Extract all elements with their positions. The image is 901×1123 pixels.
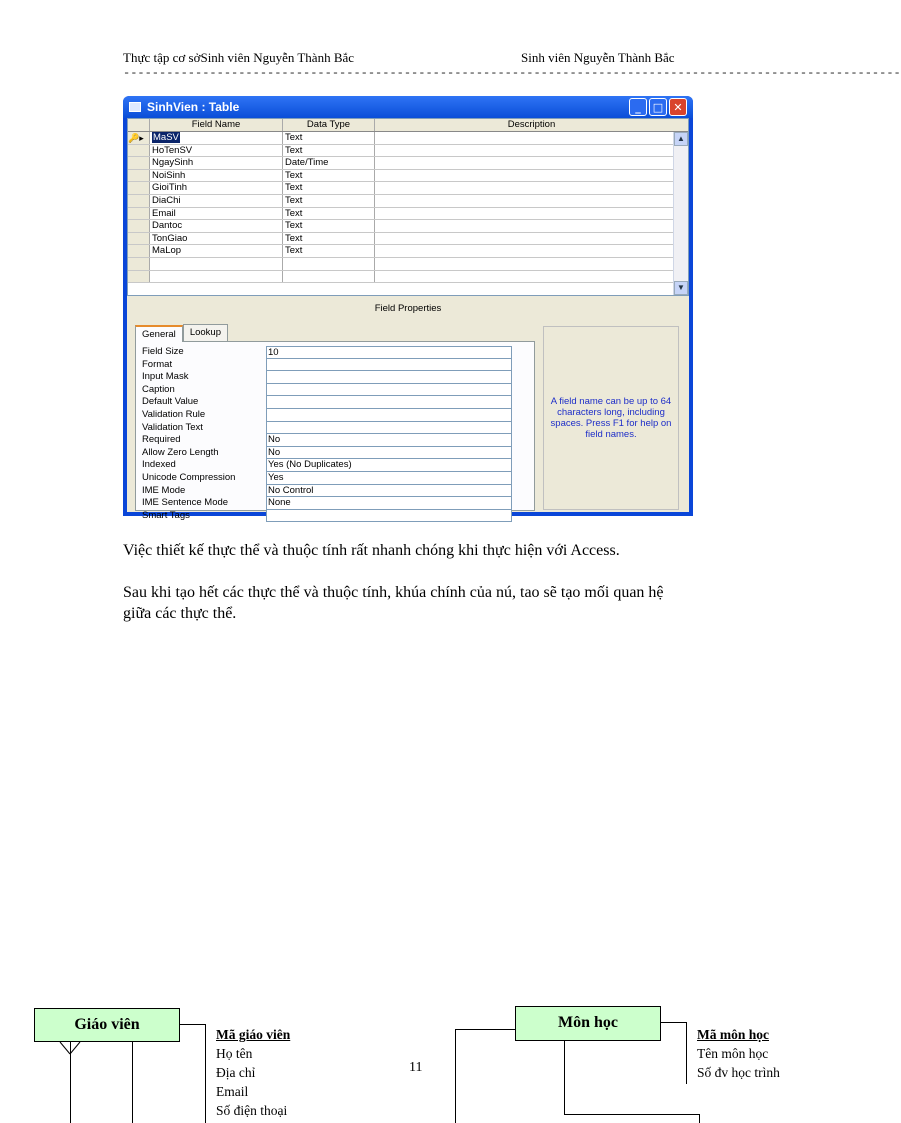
property-name: Required [142,434,181,446]
property-row [142,422,528,435]
data-type-cell[interactable]: Text [283,233,375,245]
field-row[interactable] [128,220,688,233]
field-name-cell[interactable] [150,170,283,182]
field-row[interactable] [128,195,688,208]
field-name-text: Dantoc [152,220,183,232]
row-selector[interactable] [128,145,150,157]
subject-attr-connector [661,1022,687,1023]
properties-list [135,341,535,521]
property-value[interactable]: Yes (No Duplicates) [266,459,512,472]
data-type-cell[interactable]: Text [283,220,375,232]
header-rule: ------------------------------------------------------------------------------------------------------------ [123,66,901,80]
field-row[interactable] [128,132,688,145]
description-cell[interactable] [375,233,688,245]
header-left: Thực tập cơ sởSinh viên Nguyễn Thành Bắc [123,50,355,65]
property-value[interactable] [266,384,512,397]
field-name-cell[interactable] [150,271,283,283]
property-value[interactable] [266,422,512,435]
field-name-cell[interactable] [150,145,283,157]
maximize-button[interactable]: □ [649,98,667,116]
description-cell[interactable] [375,271,688,283]
scroll-up-icon[interactable]: ▲ [674,132,688,146]
field-row[interactable] [128,182,688,195]
subject-attributes [697,1025,780,1082]
teacher-attribute: Địa chỉ [216,1065,256,1080]
grid-header [128,119,688,132]
property-name: Validation Text [142,421,203,433]
window-body [127,118,689,521]
window-title: SinhVien : Table [147,100,240,114]
row-selector[interactable] [128,182,150,194]
data-type-cell[interactable]: Text [283,195,375,207]
property-name: Smart Tags [142,509,190,521]
data-type-cell[interactable]: Text [283,245,375,257]
property-value[interactable]: No [266,447,512,460]
teacher-attribute: Số điện thoại [216,1103,288,1118]
teacher-attr-bracket [205,1024,206,1123]
teacher-relation-line-2 [132,1042,133,1123]
minimize-button[interactable]: _ [629,98,647,116]
primary-key-icon[interactable]: 🔑▸ [128,132,150,144]
data-type-cell[interactable]: Text [283,182,375,194]
field-name-text: MaLop [152,245,182,257]
close-button[interactable]: ✕ [669,98,687,116]
description-cell[interactable] [375,208,688,220]
column-header-data-type[interactable]: Data Type [283,119,375,131]
field-name-text: Email [152,207,176,219]
field-name-cell[interactable] [150,132,283,144]
field-name-cell[interactable] [150,258,283,270]
grid-scrollbar[interactable] [673,132,688,295]
paragraph-1: Việc thiết kế thực thể và thuộc tính rất nhanh chóng khi thực hiện với Access. [123,542,620,559]
description-cell[interactable] [375,220,688,232]
field-name-cell[interactable] [150,208,283,220]
property-value[interactable] [266,371,512,384]
field-name-cell[interactable] [150,157,283,169]
subject-attribute: Tên môn học [697,1046,769,1061]
design-grid [127,118,689,296]
property-row [142,409,528,422]
subject-relation-down [564,1041,565,1115]
property-value[interactable] [266,396,512,409]
property-name: Caption [142,383,175,395]
property-row [142,497,528,510]
description-cell[interactable] [375,170,688,182]
field-row[interactable] [128,208,688,221]
property-row [142,510,528,523]
property-value[interactable] [266,510,512,523]
property-row [142,384,528,397]
teacher-attribute: Họ tên [216,1046,253,1061]
field-name-cell[interactable] [150,182,283,194]
field-properties-panel [135,324,535,521]
data-type-cell[interactable]: Text [283,170,375,182]
field-name-cell[interactable] [150,245,283,257]
subject-relation-top [455,1029,515,1030]
column-header-field-name[interactable]: Field Name [150,119,283,131]
field-name-cell[interactable] [150,220,283,232]
property-value[interactable] [266,359,512,372]
scroll-down-icon[interactable]: ▼ [674,281,688,295]
field-name-text: HoTenSV [152,144,193,156]
field-name-text: GioiTinh [152,182,188,194]
property-row [142,434,528,447]
entity-subject: Môn học [515,1006,661,1041]
property-name: Format [142,358,173,370]
property-value[interactable]: No Control [266,485,512,498]
description-cell[interactable] [375,258,688,270]
field-name-text: NgaySinh [152,157,194,169]
subject-relation-end [699,1114,700,1123]
row-selector[interactable] [128,258,150,270]
row-selector[interactable] [128,220,150,232]
field-name-text: MaSV [153,132,179,143]
description-cell[interactable] [375,195,688,207]
property-row [142,396,528,409]
entity-teacher: Giáo viên [34,1008,180,1042]
description-cell[interactable] [375,245,688,257]
property-name: IME Mode [142,484,186,496]
row-selector[interactable] [128,233,150,245]
subject-relation-bottom [564,1114,700,1115]
teacher-attribute: Email [216,1084,249,1099]
subject-attribute: Số đv học trình [697,1065,780,1080]
data-type-cell[interactable] [283,271,375,283]
property-name: Default Value [142,396,199,408]
field-row[interactable] [128,233,688,246]
row-selector[interactable] [128,157,150,169]
field-row[interactable] [128,157,688,170]
description-cell[interactable] [375,182,688,194]
tab-lookup[interactable]: Lookup [183,324,228,341]
row-selector[interactable] [128,271,150,283]
data-type-cell[interactable]: Date/Time [283,157,375,169]
property-value[interactable]: 10 [266,346,512,359]
tab-general[interactable]: General [135,325,183,342]
field-properties-label: Field Properties [374,303,442,314]
property-name: IME Sentence Mode [142,497,229,509]
row-selector[interactable] [128,245,150,257]
window-titlebar[interactable] [123,96,693,118]
table-icon [129,102,141,112]
row-selector[interactable] [128,208,150,220]
property-value[interactable]: Yes [266,472,512,485]
properties-tabs [135,324,535,341]
property-value[interactable]: No [266,434,512,447]
property-name: Validation Rule [142,408,206,420]
subject-attr-bracket [686,1022,687,1084]
property-value[interactable]: None [266,497,512,510]
teacher-attributes [216,1025,290,1120]
property-row [142,447,528,460]
property-name: Input Mask [142,371,189,383]
field-name-text: TonGiao [152,232,188,244]
property-name: Allow Zero Length [142,446,219,458]
property-value[interactable] [266,409,512,422]
row-selector-header [128,119,150,131]
field-row[interactable] [128,145,688,158]
data-type-cell[interactable]: Text [283,132,375,144]
field-row[interactable] [128,170,688,183]
property-row [142,359,528,372]
field-row[interactable] [128,245,688,258]
data-type-cell[interactable]: Text [283,145,375,157]
property-row [142,346,528,359]
header-right: Sinh viên Nguyễn Thành Bắc [521,50,675,65]
field-name-cell[interactable] [150,195,283,207]
field-row[interactable] [128,271,688,284]
data-type-cell[interactable] [283,258,375,270]
property-row [142,472,528,485]
crowfoot-icon [58,1042,84,1056]
field-name-text: DiaChi [152,194,181,206]
property-name: Unicode Compression [142,471,236,483]
property-name: Field Size [142,346,184,357]
subject-key-attribute: Mã môn học [697,1027,769,1042]
teacher-key-attribute: Mã giáo viên [216,1027,291,1042]
field-name-cell[interactable] [150,233,283,245]
paragraph-2: Sau khi tạo hết các thực thể và thuộc tính, khúa chính của nú, tao sẽ tạo mối quan hệ giữa các thực thể. [123,584,664,622]
data-type-cell[interactable]: Text [283,208,375,220]
description-cell[interactable] [375,145,688,157]
subject-relation-left [455,1029,456,1123]
row-selector[interactable] [128,170,150,182]
page-number: 11 [409,1060,423,1075]
property-row [142,485,528,498]
property-row [142,371,528,384]
property-name: Indexed [142,459,176,471]
description-cell[interactable] [375,157,688,169]
teacher-attr-connector [180,1024,206,1025]
field-row[interactable] [128,258,688,271]
column-header-description[interactable]: Description [507,119,556,130]
access-table-window [123,96,693,521]
description-cell[interactable] [375,132,688,144]
row-selector[interactable] [128,195,150,207]
property-row [142,459,528,472]
field-name-text: NoiSinh [152,169,186,181]
field-help-text: A field name can be up to 64 characters long, including spaces. Press F1 for help on field names. [543,326,679,510]
